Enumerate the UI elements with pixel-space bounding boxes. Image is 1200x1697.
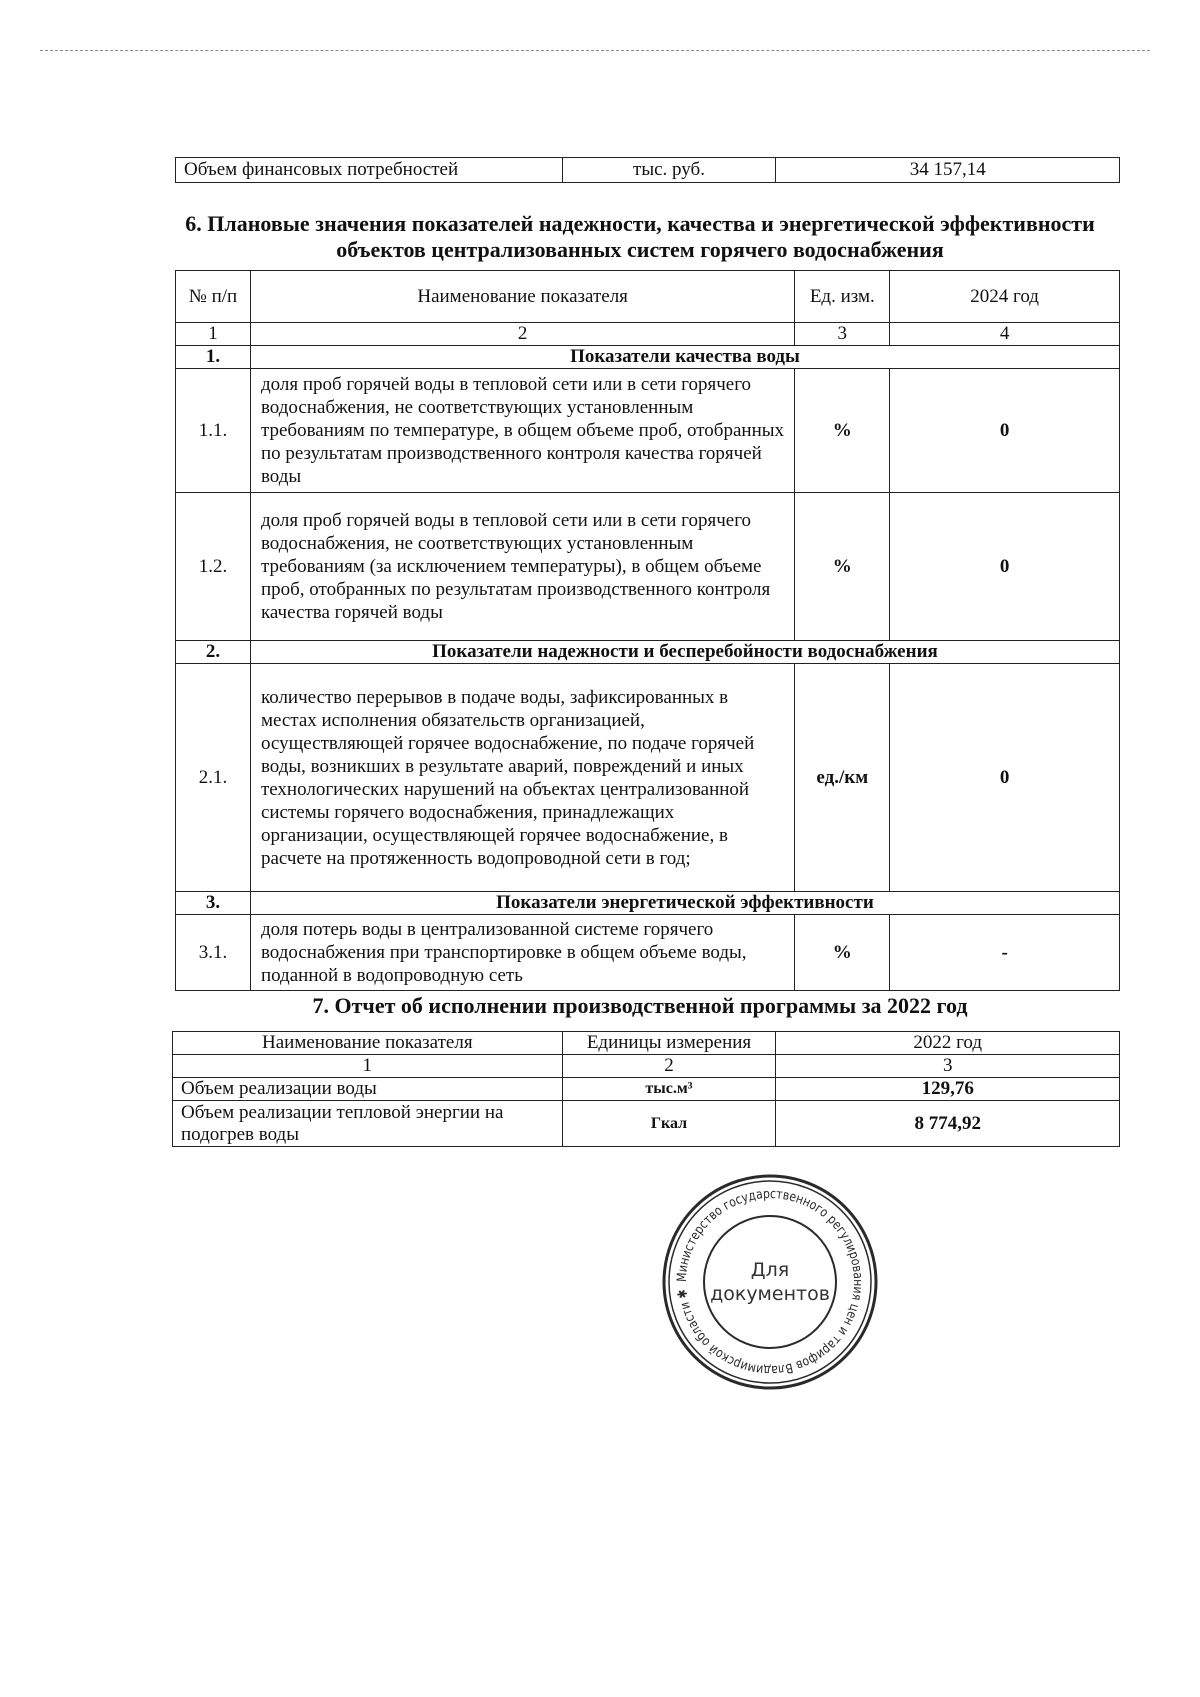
row-value: 0 — [890, 664, 1120, 892]
header-unit: Единицы измерения — [562, 1032, 776, 1055]
col-number: 2 — [562, 1055, 776, 1078]
group-title: Показатели качества воды — [250, 346, 1119, 369]
group-title: Показатели надежности и бесперебойности водоснабжения — [250, 641, 1119, 664]
stamp-center-line1: Для — [750, 1259, 790, 1281]
header-year: 2022 год — [776, 1032, 1120, 1055]
table-header-row — [173, 1032, 1120, 1055]
col-number: 4 — [890, 323, 1120, 346]
table-row — [173, 1078, 1120, 1101]
col-number: 3 — [776, 1055, 1120, 1078]
row-unit: тыс.м³ — [562, 1078, 776, 1101]
section7-title: 7. Отчет об исполнении производственной программы за 2022 год — [312, 993, 968, 1018]
section6-title: 6. Плановые значения показателей надежности, качества и энергетической эффективности объектов централизованных систем горячего водоснабжения — [185, 211, 1095, 262]
row-name: Объем реализации тепловой энергии на подогрев воды — [173, 1101, 563, 1147]
column-number-row — [173, 1055, 1120, 1078]
group-title: Показатели энергетической эффективности — [250, 892, 1119, 915]
row-unit: % — [795, 493, 890, 641]
row-num: 2.1. — [176, 664, 251, 892]
row-name: доля проб горячей воды в тепловой сети или в сети горячего водоснабжения, не соответствующих установленным требованиям по температуре, в общем объеме проб, отобранных по результатам производственного контроля качества горячей воды — [250, 369, 794, 493]
row-num: 3.1. — [176, 915, 251, 991]
table-row — [176, 664, 1120, 892]
row-value: 0 — [890, 493, 1120, 641]
col-number: 3 — [795, 323, 890, 346]
group-row — [176, 641, 1120, 664]
header-year: 2024 год — [890, 271, 1120, 323]
header-unit: Ед. изм. — [795, 271, 890, 323]
stamp-center-line2: документов — [710, 1283, 830, 1305]
stamp-ring-text: Министерство государственного регулирования цен и тарифов Владимирской области ✱ — [674, 1186, 866, 1378]
section6-table — [175, 270, 1120, 991]
row-name: доля потерь воды в централизованной системе горячего водоснабжения при транспортировке в общем объеме воды, поданной в водопроводную сеть — [250, 915, 794, 991]
table-row — [176, 369, 1120, 493]
row-num: 1.2. — [176, 493, 251, 641]
table-header-row — [176, 271, 1120, 323]
row-unit: % — [795, 915, 890, 991]
row-value: - — [890, 915, 1120, 991]
row-unit: % — [795, 369, 890, 493]
col-number: 2 — [250, 323, 794, 346]
section7-table — [172, 1031, 1120, 1147]
header-name: Наименование показателя — [250, 271, 794, 323]
financial-needs-unit: тыс. руб. — [562, 158, 776, 183]
row-unit: Гкал — [562, 1101, 776, 1147]
header-name: Наименование показателя — [173, 1032, 563, 1055]
table-row — [176, 915, 1120, 991]
official-stamp — [660, 1172, 880, 1392]
group-num: 2. — [176, 641, 251, 664]
row-unit: ед./км — [795, 664, 890, 892]
column-number-row — [176, 323, 1120, 346]
stamp-center — [660, 1172, 880, 1392]
row-name: количество перерывов в подаче воды, зафиксированных в местах исполнения обязательств организацией, осуществляющей горячее водоснабжение, по подаче горячей воды, возникших в результате аварий, повреждений и иных технологических нарушений на объектах централизованной системы горячего водоснабжения, принадлежащих организации, осуществляющей горячее водоснабжение, в расчете на протяженность водопроводной сети в год; — [250, 664, 794, 892]
group-num: 1. — [176, 346, 251, 369]
header-num: № п/п — [176, 271, 251, 323]
row-name: Объем реализации воды — [173, 1078, 563, 1101]
financial-needs-value: 34 157,14 — [776, 158, 1120, 183]
financial-needs-table — [175, 157, 1120, 183]
financial-needs-label: Объем финансовых потребностей — [176, 158, 563, 183]
col-number: 1 — [176, 323, 251, 346]
group-row — [176, 346, 1120, 369]
row-num: 1.1. — [176, 369, 251, 493]
scan-edge-line — [40, 50, 1150, 51]
table-row — [176, 158, 1120, 183]
group-num: 3. — [176, 892, 251, 915]
row-value: 129,76 — [776, 1078, 1120, 1101]
row-name: доля проб горячей воды в тепловой сети или в сети горячего водоснабжения, не соответствующих установленным требованиям (за исключением температуры), в общем объеме проб, отобранных по результатам производственного контроля качества горячей воды — [250, 493, 794, 641]
group-row — [176, 892, 1120, 915]
table-row — [176, 493, 1120, 641]
row-value: 8 774,92 — [776, 1101, 1120, 1147]
table-row — [173, 1101, 1120, 1147]
col-number: 1 — [173, 1055, 563, 1078]
row-value: 0 — [890, 369, 1120, 493]
